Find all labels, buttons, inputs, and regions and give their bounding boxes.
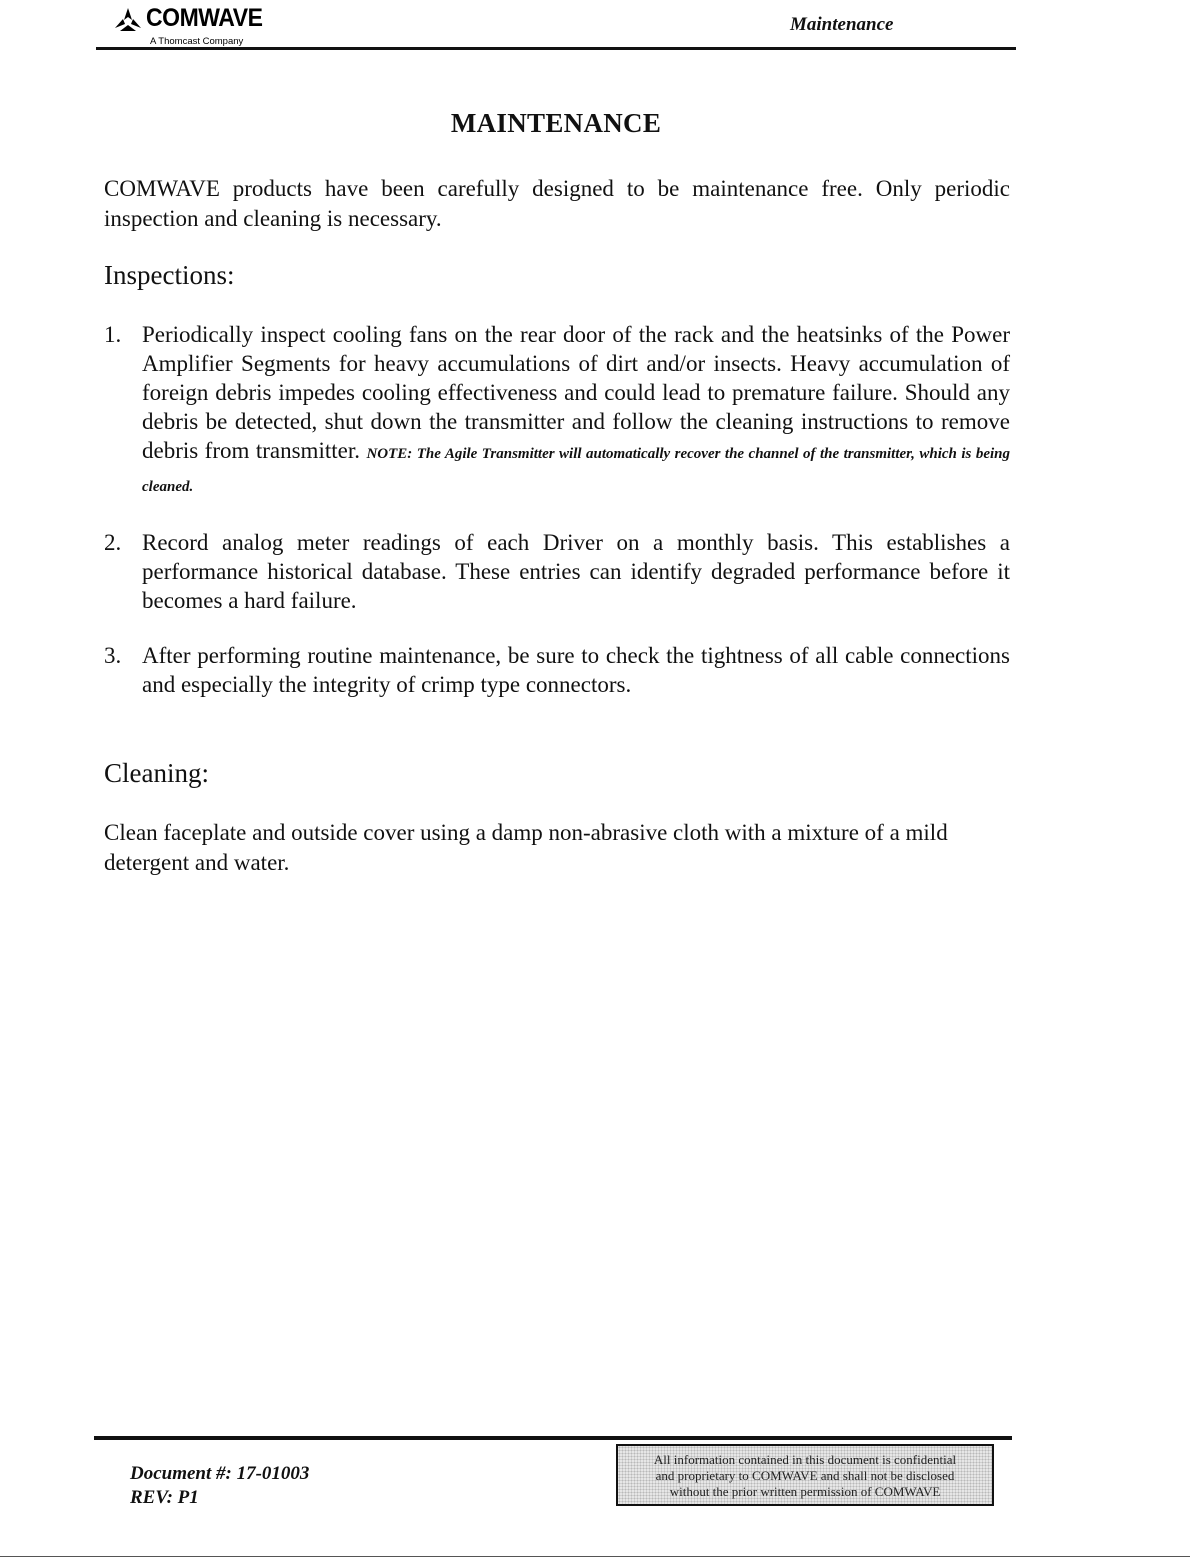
list-item-note: NOTE: The Agile Transmitter will automatically recover the channel of the transmitter, which is being cleaned. <box>142 446 1010 495</box>
list-item-text: Record analog meter readings of each Driver on a monthly basis. This establishes a performance historical database. These entries can identify degraded performance before it becomes a hard failure. <box>142 530 1010 613</box>
confidentiality-line: without the prior written permission of COMWAVE <box>669 1484 941 1499</box>
footer-divider <box>94 1436 1012 1440</box>
list-item <box>104 320 1010 502</box>
cleaning-heading: Cleaning: <box>104 758 209 788</box>
list-item-text: Periodically inspect cooling fans on the rear door of the rack and the heatsinks of the Power Amplifier Segments for heavy accumulations of dirt and/or insects. Heavy accumulation of foreign debris impedes cooling effectiveness and could lead to premature failure. Should any debris be detected, shut down the transmitter and follow the cleaning instructions to remove debris from transmitter. <box>142 322 1010 463</box>
inspections-heading: Inspections: <box>104 260 235 290</box>
list-item <box>104 528 1010 615</box>
intro-paragraph: COMWAVE products have been carefully designed to be maintenance free. Only periodic inspection and cleaning is necessary. <box>104 176 1010 231</box>
inspections-list <box>104 320 1010 699</box>
document-revision: REV: P1 <box>130 1487 199 1508</box>
cleaning-paragraph: Clean faceplate and outside cover using a damp non-abrasive cloth with a mixture of a mild detergent and water. <box>104 820 948 875</box>
list-item-number: 2. <box>104 530 122 555</box>
brand-subtitle: A Thomcast Company <box>150 36 244 47</box>
page-bottom-edge <box>0 1556 1190 1557</box>
header-divider <box>96 47 1016 50</box>
document-number: Document #: 17-01003 <box>130 1463 310 1484</box>
page-title: MAINTENANCE <box>450 108 662 138</box>
brand-name: COMWAVE <box>146 4 263 32</box>
list-item-text: After performing routine maintenance, be sure to check the tightness of all cable connections and especially the integrity of crimp type connectors. <box>142 643 1010 697</box>
list-item <box>104 641 1010 699</box>
list-item-number: 1. <box>104 322 122 347</box>
confidentiality-notice <box>616 1444 994 1506</box>
confidentiality-line: and proprietary to COMWAVE and shall not be disclosed <box>655 1468 955 1483</box>
comwave-logo-icon <box>112 6 144 36</box>
section-header: Maintenance <box>790 14 894 35</box>
confidentiality-line: All information contained in this document is confidential <box>653 1452 957 1467</box>
document-info <box>130 1462 309 1510</box>
company-logo <box>112 4 282 48</box>
list-item-number: 3. <box>104 643 122 668</box>
